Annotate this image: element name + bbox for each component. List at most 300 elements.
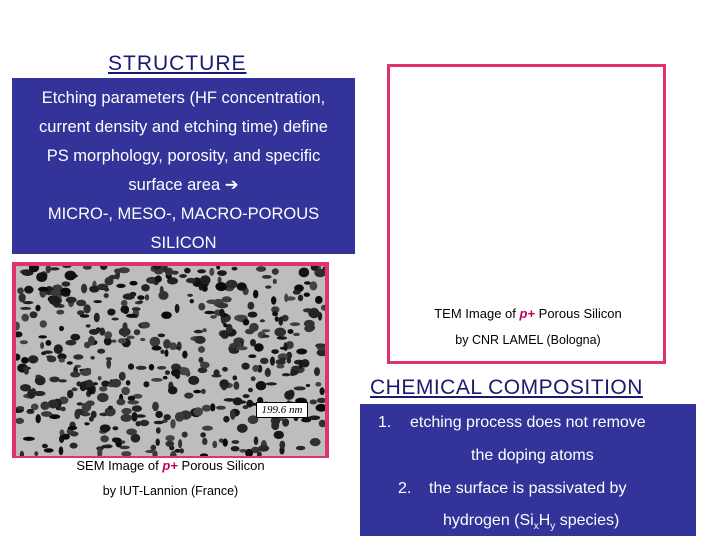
pore: [121, 441, 126, 444]
pore: [140, 420, 150, 426]
pore: [234, 381, 240, 389]
pore: [184, 393, 193, 399]
pore: [170, 419, 175, 429]
pore: [221, 384, 227, 390]
pore: [223, 439, 228, 447]
pore: [60, 292, 67, 295]
pore: [41, 352, 46, 356]
pore: [296, 446, 306, 450]
pore: [23, 437, 35, 441]
sem-caption-prefix: SEM Image of: [76, 458, 163, 473]
pore: [48, 400, 59, 409]
pore: [72, 387, 78, 391]
pore: [80, 369, 91, 376]
pore: [169, 342, 177, 350]
pore: [126, 429, 137, 436]
pore: [287, 357, 291, 363]
pore: [70, 334, 80, 341]
pore: [182, 351, 187, 359]
pore: [145, 294, 149, 300]
pore: [210, 315, 217, 319]
pore: [266, 382, 277, 385]
pore: [86, 324, 91, 327]
pore: [288, 329, 294, 334]
pore: [253, 290, 258, 299]
pore: [226, 280, 238, 289]
pore: [265, 285, 271, 288]
pore: [67, 361, 73, 364]
item-1-number: 1.: [378, 414, 392, 431]
pore: [171, 369, 180, 377]
pore: [155, 275, 162, 282]
pore: [194, 336, 205, 344]
pore: [20, 307, 31, 310]
pore: [233, 375, 238, 380]
pore: [118, 338, 127, 343]
pore: [138, 300, 143, 303]
pore: [82, 403, 91, 413]
pore: [132, 405, 142, 412]
pore: [164, 414, 171, 420]
pore: [105, 277, 114, 285]
pore: [20, 384, 31, 391]
pore: [219, 309, 225, 317]
pore: [36, 414, 41, 423]
pore: [56, 310, 64, 315]
pore: [230, 410, 236, 420]
pore: [84, 342, 90, 349]
pore: [67, 274, 78, 278]
pore: [107, 309, 115, 316]
pore: [216, 406, 226, 410]
pore: [121, 414, 132, 422]
pore: [121, 306, 128, 313]
item-1-line-2: the doping atoms: [471, 447, 594, 464]
pore: [200, 432, 206, 437]
pore: [84, 422, 89, 425]
pore: [24, 286, 33, 294]
pore: [272, 311, 278, 316]
pore: [256, 266, 266, 272]
pore: [23, 301, 34, 304]
pore: [178, 439, 182, 448]
pore: [104, 293, 109, 298]
pore: [151, 445, 157, 451]
pore: [193, 407, 203, 416]
pore: [20, 340, 28, 344]
sem-caption-suffix: Porous Silicon: [177, 458, 265, 473]
pore: [83, 304, 90, 313]
pore: [119, 446, 130, 450]
pore: [201, 389, 206, 394]
pore: [49, 296, 61, 305]
pore: [89, 416, 94, 421]
pore: [93, 300, 102, 303]
structure-line-1: Etching parameters (HF concentration,: [41, 89, 326, 107]
pore: [27, 409, 33, 412]
pore: [30, 311, 38, 318]
pore: [40, 320, 47, 328]
pore: [74, 410, 80, 419]
pore: [214, 369, 220, 376]
item-2-line-2-b: species): [555, 512, 620, 529]
pore: [134, 329, 141, 335]
pore: [320, 387, 325, 395]
pore: [246, 400, 253, 408]
pore: [276, 364, 284, 368]
pore: [47, 356, 56, 363]
pore: [110, 379, 121, 388]
pore: [150, 337, 161, 347]
pore: [290, 322, 300, 326]
pore: [271, 349, 279, 354]
pore: [141, 322, 150, 329]
pore: [275, 316, 279, 321]
pore: [76, 300, 86, 307]
pore: [99, 386, 107, 391]
pore: [116, 399, 125, 406]
pore: [100, 424, 111, 432]
pore: [232, 440, 240, 444]
pore: [223, 323, 227, 327]
pore: [163, 376, 168, 380]
item-2-line-2-a: hydrogen (Si: [443, 512, 534, 529]
pore: [85, 380, 93, 388]
pore: [248, 354, 256, 358]
pore: [262, 329, 270, 332]
pore: [21, 357, 29, 364]
pore: [98, 376, 102, 381]
chemical-title: CHEMICAL COMPOSITION: [370, 376, 643, 399]
pore: [262, 275, 272, 279]
pore: [21, 314, 29, 322]
pore: [50, 290, 60, 297]
pore: [310, 400, 317, 405]
pore: [272, 268, 279, 275]
pore: [232, 267, 238, 271]
pore: [248, 312, 258, 318]
pore: [299, 360, 303, 369]
pore: [31, 360, 36, 364]
pore: [121, 387, 130, 395]
pore: [90, 356, 95, 360]
pore: [58, 407, 64, 410]
pore: [237, 282, 247, 290]
pore: [136, 366, 147, 370]
pore: [165, 370, 170, 375]
pore: [279, 441, 285, 449]
pore: [128, 363, 134, 369]
pore: [222, 367, 228, 372]
pore: [249, 323, 259, 332]
pore: [308, 308, 319, 318]
pore: [217, 270, 227, 276]
pore: [198, 303, 205, 311]
pore: [156, 427, 161, 433]
pore: [298, 295, 303, 302]
pore: [114, 269, 122, 274]
item-1-line-1: etching process does not remove: [410, 414, 646, 431]
pore: [152, 346, 162, 351]
pore: [160, 350, 164, 354]
pore: [168, 386, 178, 394]
pore: [233, 397, 243, 405]
pore: [260, 319, 265, 322]
pore: [35, 305, 40, 312]
pore: [175, 412, 184, 422]
pore: [284, 342, 288, 351]
pore: [243, 394, 250, 398]
pore: [73, 354, 83, 359]
pore: [175, 304, 180, 313]
pore: [202, 426, 213, 431]
pore: [54, 344, 63, 354]
tem-caption-suffix: Porous Silicon: [535, 306, 622, 321]
pore: [202, 438, 207, 445]
pore: [252, 365, 259, 372]
pore: [293, 333, 300, 336]
pore: [126, 380, 131, 385]
structure-title: STRUCTURE: [108, 52, 247, 75]
pore: [70, 443, 78, 449]
pore: [151, 378, 163, 382]
pore: [156, 439, 160, 446]
pore: [94, 313, 100, 322]
pore: [158, 291, 168, 300]
pore: [140, 338, 145, 341]
pore: [127, 336, 135, 340]
pore: [119, 328, 131, 337]
pore: [270, 357, 275, 366]
pore: [121, 300, 128, 307]
pore: [304, 293, 310, 297]
pore: [128, 396, 135, 401]
pore: [143, 381, 149, 387]
structure-line-4-text: surface area: [128, 176, 221, 194]
tem-caption: [390, 306, 666, 321]
pore: [40, 342, 44, 349]
pore: [149, 364, 154, 371]
pore: [204, 311, 215, 315]
pore: [121, 408, 131, 414]
structure-line-6: SILICON: [150, 234, 217, 252]
pore: [266, 368, 271, 375]
pore: [68, 426, 78, 430]
pore: [200, 362, 210, 369]
pore: [24, 368, 29, 375]
pore: [97, 393, 109, 402]
pore: [135, 414, 145, 417]
pore: [200, 275, 211, 284]
item-2-h: H: [538, 512, 551, 529]
pore: [274, 328, 286, 337]
pore: [112, 340, 117, 343]
pore: [284, 391, 294, 400]
pore: [177, 342, 182, 351]
pore: [152, 402, 159, 412]
pore: [34, 451, 38, 456]
pore: [104, 331, 112, 339]
pore: [280, 358, 286, 361]
pore: [294, 386, 306, 390]
pore: [19, 293, 26, 302]
pore: [310, 438, 321, 446]
pore: [256, 381, 267, 390]
pore: [250, 339, 256, 346]
pore: [145, 450, 157, 453]
pore: [285, 296, 296, 300]
pore: [206, 300, 218, 305]
sem-image: [12, 262, 329, 460]
pore: [202, 405, 211, 412]
pore: [260, 358, 269, 364]
pore: [155, 411, 163, 418]
pore: [314, 367, 320, 376]
pore: [277, 336, 287, 339]
scale-bar-label: 199.6 nm: [256, 402, 308, 418]
pore: [70, 431, 79, 436]
pore: [108, 406, 113, 410]
pore: [80, 382, 86, 392]
pore: [299, 268, 310, 278]
pore: [186, 278, 196, 283]
pore: [66, 297, 77, 303]
pore: [304, 325, 314, 332]
pore: [216, 303, 228, 309]
pore: [248, 388, 253, 393]
pore: [70, 372, 80, 378]
pore: [251, 376, 256, 381]
pore: [280, 347, 287, 350]
pore: [80, 314, 90, 317]
pore: [182, 432, 188, 438]
pore: [187, 294, 193, 297]
item-2-number: 2.: [398, 480, 412, 497]
tem-caption-emph: p+: [519, 306, 536, 321]
pore: [157, 366, 166, 370]
sem-credit: by IUT-Lannion (France): [102, 484, 239, 498]
pore: [161, 312, 172, 319]
pore: [16, 406, 24, 410]
pore: [97, 349, 105, 354]
pore: [36, 272, 47, 282]
pore: [59, 326, 64, 331]
pore: [190, 299, 194, 303]
pore: [119, 372, 126, 381]
pore: [137, 295, 144, 300]
sem-micrograph: [16, 266, 325, 456]
pore: [306, 384, 310, 387]
pore: [278, 316, 283, 325]
pore: [262, 335, 270, 338]
pore: [141, 284, 150, 291]
pore: [188, 376, 199, 385]
pore: [114, 437, 119, 443]
pore: [46, 340, 52, 346]
pore: [41, 411, 52, 417]
pore: [179, 448, 184, 453]
pore: [242, 363, 250, 370]
pore: [237, 424, 248, 433]
sem-caption: [12, 458, 329, 473]
pore: [59, 446, 64, 455]
pore: [42, 444, 48, 449]
pore: [81, 284, 87, 294]
pore: [293, 290, 301, 295]
pore: [224, 398, 236, 402]
pore: [38, 287, 48, 292]
pore: [17, 287, 24, 294]
pore: [132, 307, 141, 311]
sem-caption-emph: p+: [162, 458, 178, 473]
pore: [59, 358, 65, 362]
pore: [229, 343, 239, 348]
pore: [126, 314, 138, 318]
pore: [165, 349, 169, 356]
pore: [258, 445, 269, 452]
pore: [223, 416, 229, 423]
pore: [62, 434, 70, 440]
pore: [89, 329, 99, 335]
pore: [38, 335, 47, 338]
pore: [40, 401, 49, 410]
pore: [158, 334, 165, 338]
pore: [123, 293, 135, 299]
pore: [100, 435, 109, 442]
pore: [112, 426, 118, 430]
pore: [301, 418, 311, 423]
pore: [209, 268, 214, 276]
pore: [194, 330, 203, 334]
pore: [127, 400, 139, 404]
pore: [62, 281, 71, 286]
arrow-right-icon: ➔: [224, 176, 239, 194]
pore: [65, 340, 76, 346]
structure-text-box: [12, 78, 355, 254]
subscript-y: y: [550, 521, 556, 533]
pore: [193, 390, 201, 394]
pore: [67, 390, 73, 399]
pore: [197, 269, 206, 273]
pore: [106, 359, 111, 369]
pore: [215, 282, 227, 291]
pore: [248, 302, 255, 310]
structure-line-2: current density and etching time) define: [39, 118, 328, 136]
pore: [315, 382, 321, 387]
pore: [282, 373, 291, 376]
pore: [165, 441, 174, 447]
pore: [254, 436, 259, 445]
item-2-line-1: the surface is passivated by: [429, 480, 627, 497]
pore: [129, 281, 137, 286]
pore: [198, 346, 205, 353]
pore: [243, 319, 250, 326]
structure-line-3: PS morphology, porosity, and specific: [46, 147, 321, 165]
pore: [49, 377, 60, 383]
pore: [212, 441, 217, 448]
structure-line-4: [12, 171, 355, 200]
pore: [35, 375, 41, 379]
pore: [274, 431, 284, 439]
pore: [112, 318, 119, 321]
structure-line-5: MICRO-, MESO-, MACRO-POROUS: [47, 205, 320, 223]
pore: [116, 284, 125, 288]
pore: [44, 448, 54, 452]
pore: [296, 349, 307, 355]
pore: [222, 296, 232, 302]
pore: [165, 435, 174, 441]
pore: [273, 279, 277, 284]
